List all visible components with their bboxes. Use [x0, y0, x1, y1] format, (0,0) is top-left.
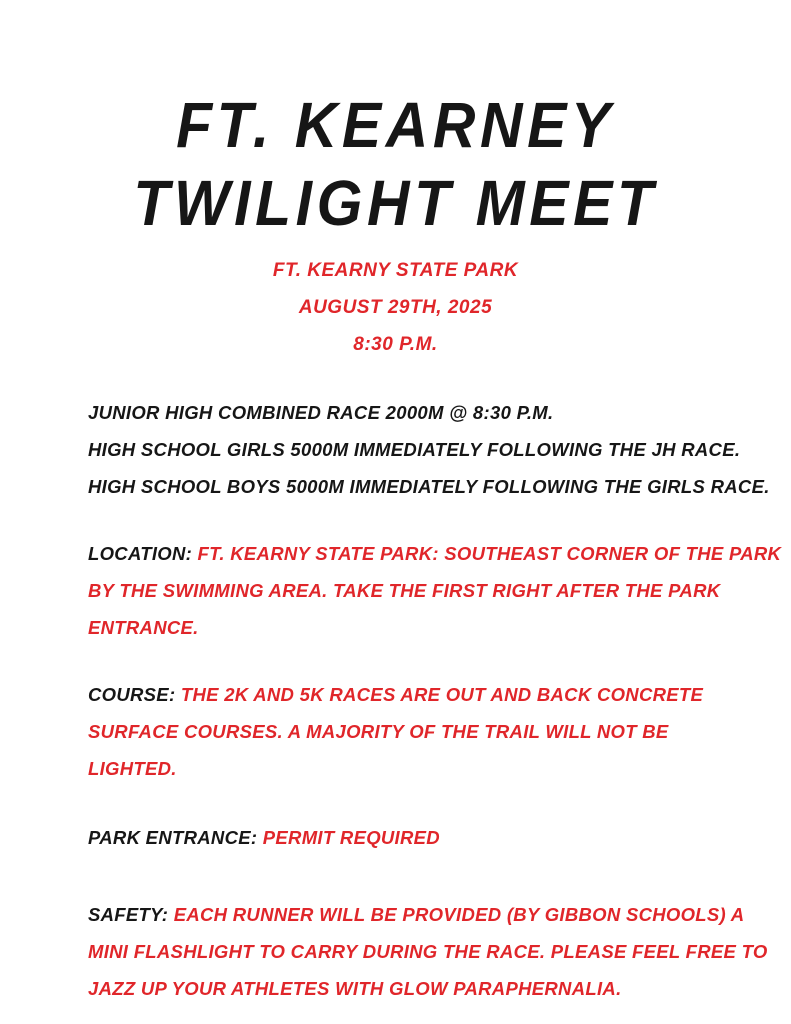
safety-label: SAFETY:: [88, 904, 169, 925]
park-entrance-section: [88, 819, 748, 856]
event-venue: FT. KEARNY STATE PARK: [272, 260, 519, 281]
race-schedule-item: HIGH SCHOOL GIRLS 5000M IMMEDIATELY FOLLOWING THE JH RACE.: [88, 439, 741, 460]
course-section: [88, 676, 748, 787]
title-line-1: FT. KEARNEY: [176, 89, 615, 161]
location-label: LOCATION:: [88, 543, 193, 564]
park-entrance-label: PARK ENTRANCE:: [88, 827, 258, 848]
safety-text: JAZZ UP YOUR ATHLETES WITH GLOW PARAPHERNALIA.: [88, 978, 622, 999]
location-text: ENTRANCE.: [88, 617, 199, 638]
safety-text: EACH RUNNER WILL BE PROVIDED (BY GIBBON SCHOOLS) A: [173, 904, 745, 925]
location-text: BY THE SWIMMING AREA. TAKE THE FIRST RIGHT AFTER THE PARK: [88, 580, 721, 601]
page-title: [32, 86, 760, 242]
event-date: AUGUST 29TH, 2025: [298, 297, 493, 318]
race-schedule: [88, 394, 770, 505]
title-line-2: TWILIGHT MEET: [133, 167, 658, 239]
safety-section: [88, 896, 768, 1007]
course-label: COURSE:: [88, 684, 176, 705]
event-info: [0, 252, 791, 363]
course-text: LIGHTED.: [88, 758, 177, 779]
park-entrance-value: PERMIT REQUIRED: [262, 827, 440, 848]
location-text: FT. KEARNY STATE PARK: SOUTHEAST CORNER OF THE PARK: [197, 543, 782, 564]
safety-text: MINI FLASHLIGHT TO CARRY DURING THE RACE. PLEASE FEEL FREE TO: [88, 941, 768, 962]
course-text: SURFACE COURSES. A MAJORITY OF THE TRAIL WILL NOT BE: [88, 721, 669, 742]
course-text: THE 2K AND 5K RACES ARE OUT AND BACK CONCRETE: [180, 684, 704, 705]
event-time: 8:30 P.M.: [353, 334, 438, 355]
location-section: [88, 535, 782, 646]
race-schedule-item: JUNIOR HIGH COMBINED RACE 2000M @ 8:30 P.M.: [88, 402, 554, 423]
race-schedule-item: HIGH SCHOOL BOYS 5000M IMMEDIATELY FOLLOWING THE GIRLS RACE.: [88, 476, 770, 497]
